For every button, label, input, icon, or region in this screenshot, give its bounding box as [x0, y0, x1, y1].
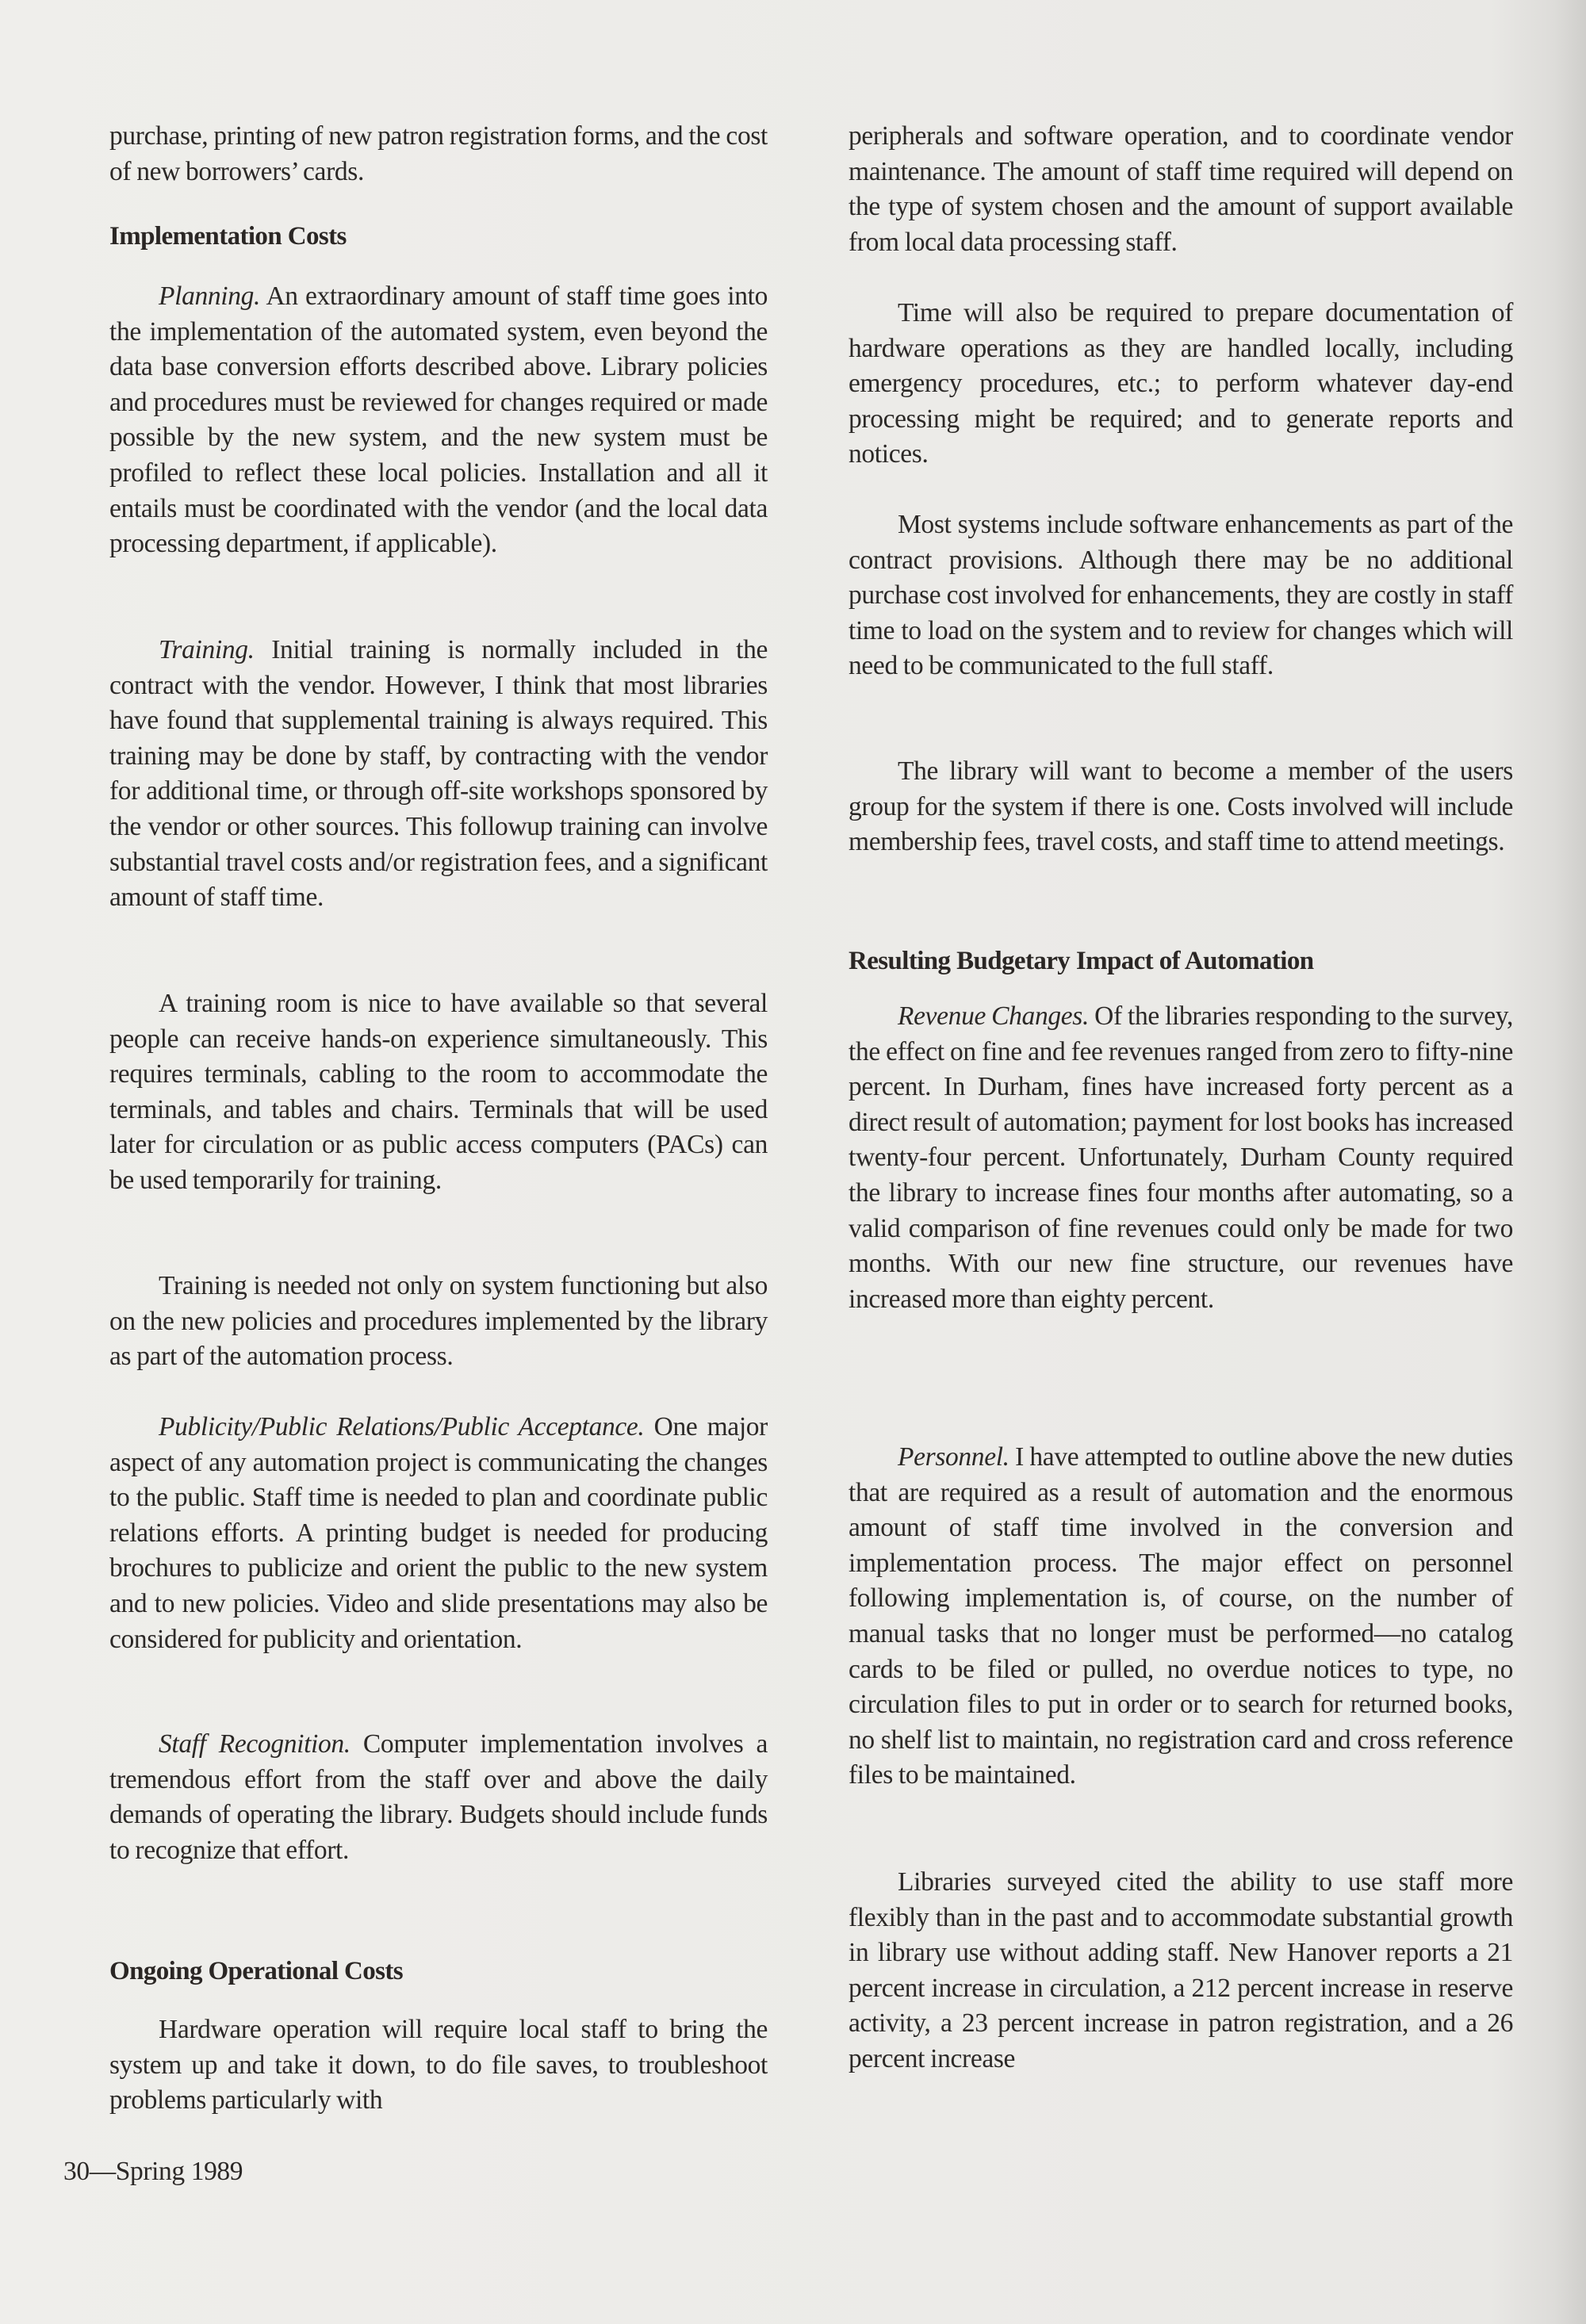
paragraph-libraries-surveyed: Libraries surveyed cited the ability to use staff more flexibly than in the past and to accommodate substantial growth in library use without adding staff. New Hanover reports a 21 percent increase in circulation, a 212 percent increase in reserve activity, a 23 percent increase in patron registration, and a 26 percent increase: [849, 1867, 1513, 2073]
run-in-heading-staff-recognition: Staff Recognition.: [159, 1729, 351, 1759]
paragraph-planning-text: An extraordinary amount of staff time goes into the implementation of the automated system, even beyond the data base conversion efforts described above. Library policies and procedures must be reviewed for changes required or made possible by the new system, and the new system must be profiled to reflect these local policies. Installation and all it entails must be coordinated with the vendor (and the local data processing department, if applicable).: [109, 281, 768, 559]
run-in-heading-publicity: Publicity/Public Relations/Public Acceptance.: [159, 1412, 645, 1441]
run-in-heading-personnel: Personnel.: [898, 1442, 1009, 1472]
run-in-heading-training: Training.: [159, 635, 255, 664]
paragraph-staff-recognition-text: Computer implementation involves a tremendous effort from the staff over and above the daily demands of operating the library. Budgets should include funds to recognize that effort.: [109, 1729, 768, 1865]
heading-implementation-costs: Implementation Costs: [109, 222, 347, 251]
paragraph-staff-recognition: [109, 1727, 768, 1868]
paragraph-intro-continuation: purchase, printing of new patron registration forms, and the cost of new borrowers’ cards.: [109, 121, 768, 186]
paragraph-personnel-text: I have attempted to outline above the new duties that are required as a result of automation and the enormous amount of staff time involved in the conversion and implementation process. The major effect on personnel following implementation is, of course, on the number of manual tasks that no longer must be performed—no catalog cards to be filed or pulled, no overdue notices to type, no circulation files to put in order or to search for returned books, no shelf list to maintain, no registration card and cross reference files to be maintained.: [849, 1442, 1513, 1790]
paragraph-peripherals: peripherals and software operation, and to coordinate vendor maintenance. The amount of staff time required will depend on the type of system chosen and the amount of support available from local data processing staff.: [849, 121, 1513, 257]
paragraph-training-text: Initial training is normally included in the contract with the vendor. However, I think that most libraries have found that supplemental training is always required. This training may be done by staff, by contracting with the vendor for additional time, or through off-site workshops sponsored by the vendor or other sources. This followup training can involve substantial travel costs and/or registration fees, and a significant amount of staff time.: [109, 635, 768, 913]
paragraph-revenue-changes: [849, 999, 1513, 1317]
paragraph-hardware-operation: Hardware operation will require local staff to bring the system up and take it down, to do file saves, to troubleshoot problems particularly with: [109, 2015, 768, 2115]
run-in-heading-planning: Planning.: [159, 281, 261, 311]
heading-resulting-budgetary-impact: Resulting Budgetary Impact of Automation: [849, 947, 1314, 975]
paragraph-software-enhancements: Most systems include software enhancements as part of the contract provisions. Although there may be no additional purchase cost involved for enhancements, they are costly in staff time to load on the system and to review for changes which will need to be communicated to the full staff.: [849, 510, 1513, 681]
run-in-heading-revenue-changes: Revenue Changes.: [898, 1001, 1089, 1031]
paragraph-training: [109, 633, 768, 916]
paragraph-personnel: [849, 1440, 1513, 1794]
paragraph-documentation: Time will also be required to prepare documentation of hardware operations as they are handled locally, including emergency procedures, etc.; to perform whatever day-end processing might be required; and to generate reports and notices.: [849, 298, 1513, 469]
page-folio: 30—Spring 1989: [63, 2157, 243, 2186]
paragraph-revenue-changes-text: Of the libraries responding to the survey, the effect on fine and fee revenues ranged from zero to fifty-nine percent. In Durham, fines have increased forty percent as a direct result of automation; payment for lost books has increased twenty-four percent. Unfortunately, Durham County required the library to increase fines four months after automating, so a valid comparison of fine revenues could only be made for two months. With our new fine structure, our revenues have increased more than eighty percent.: [849, 1001, 1513, 1314]
paragraph-training-room: A training room is nice to have available so that several people can receive hands-on experience simultaneously. This requires terminals, cabling to the room to accommodate the terminals, and tables and chairs. Terminals that will be used later for circulation or as public access computers (PACs) can be used temporarily for training.: [109, 989, 768, 1195]
paragraph-publicity: [109, 1410, 768, 1657]
paragraph-publicity-text: One major aspect of any automation project is communicating the changes to the public. Staff time is needed to plan and coordinate public relations efforts. A printing budget is needed for producing brochures to publicize and orient the public to the new system and to new policies. Video and slide presentations may also be considered for publicity and orientation.: [109, 1412, 768, 1654]
paragraph-training-needed: Training is needed not only on system functioning but also on the new policies and procedures implemented by the library as part of the automation process.: [109, 1271, 768, 1372]
paragraph-planning: [109, 279, 768, 562]
heading-ongoing-operational-costs: Ongoing Operational Costs: [109, 1957, 404, 1985]
paragraph-users-group: The library will want to become a member of the users group for the system if there is one. Costs involved will include membership fees, travel costs, and staff time to attend meetings.: [849, 756, 1513, 857]
